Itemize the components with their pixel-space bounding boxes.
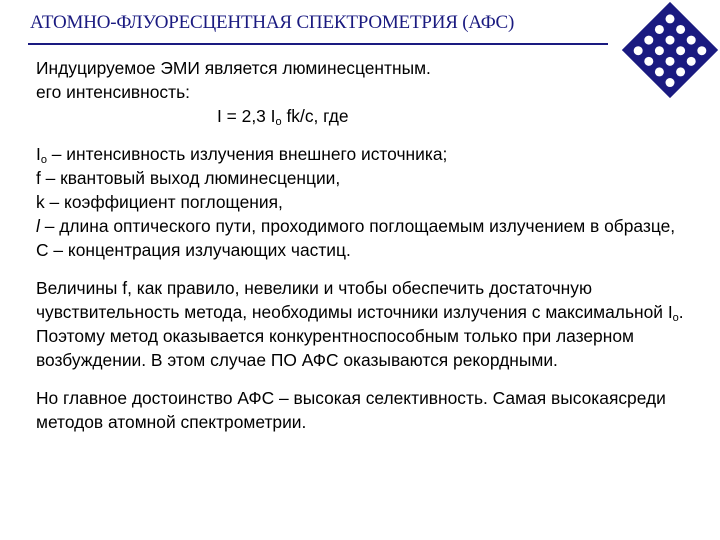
definition-l <box>36 214 696 238</box>
paragraph-sensitivity <box>36 276 696 372</box>
io-symbol: I <box>36 144 41 164</box>
intro-line-1: Индуцируемое ЭМИ является люминесцентным. <box>36 58 431 78</box>
io-text: – интенсивность излучения внешнего источника; <box>46 144 448 164</box>
l-text: – длина оптического пути, проходимого поглощаемым излучением в образце, <box>39 216 676 236</box>
title-underline <box>28 43 608 45</box>
definition-f: f – квантовый выход люминесценции, <box>36 168 341 188</box>
definition-io <box>36 142 696 166</box>
paragraph1-subscript: o <box>672 312 679 324</box>
io-subscript: o <box>40 154 47 166</box>
formula-end: fk/c, где <box>281 106 349 126</box>
l-symbol: l <box>36 216 40 236</box>
page-title: АТОМНО-ФЛУОРЕСЦЕНТНАЯ СПЕКТРОМЕТРИЯ (АФС) <box>30 12 515 33</box>
paragraph1-part1: Величины f, как правило, невелики и чтобы обеспечить достаточную чувствительность метода, необходимы источники излучения с максимальной I <box>36 278 673 322</box>
intro-line-2: его интенсивность: <box>36 82 190 102</box>
definition-c: С – концентрация излучающих частиц. <box>36 240 351 260</box>
definition-k: k – коэффициент поглощения, <box>36 192 283 212</box>
formula-subscript: o <box>275 116 282 128</box>
paragraph-selectivity: Но главное достоинство АФС – высокая селективность. Самая высокаясреди методов атомной спектрометрии. <box>36 388 666 432</box>
paragraph1-part2: . Поэтому метод оказывается конкурентноспособным только при лазерном возбуждении. В этом случае ПО АФС оказываются рекордными. <box>36 302 684 370</box>
slide-body <box>36 56 696 434</box>
intensity-formula <box>36 104 696 128</box>
formula-start: I = 2,3 I <box>217 106 276 126</box>
